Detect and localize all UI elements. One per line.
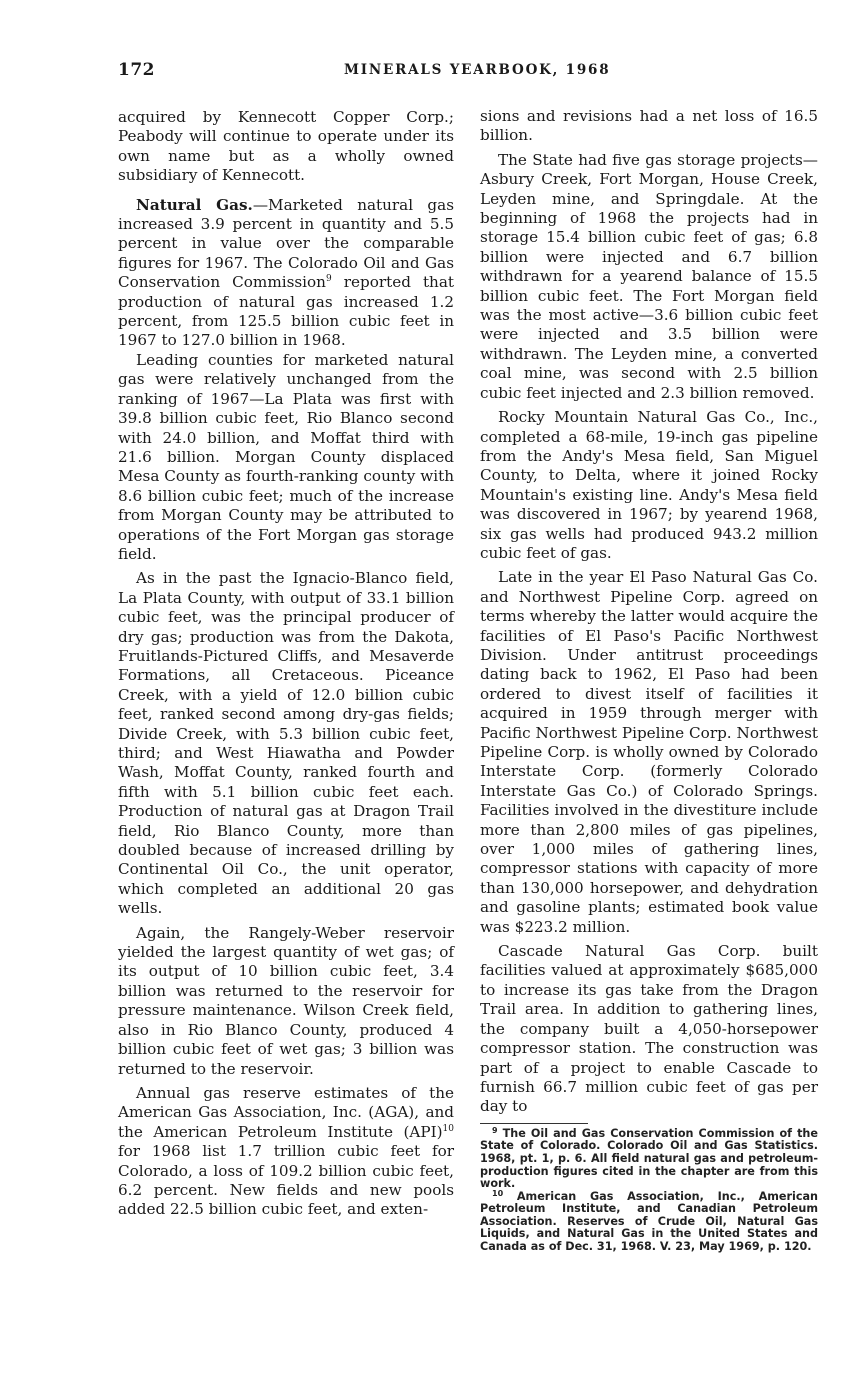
paragraph-text: —Marketed natural gas increased 3.9 percent in quantity and 5.5 percent in value over the comparable figures for 1967. The Colorado Oil and Gas Conservation Commission xyxy=(118,195,454,292)
paragraph: Late in the year El Paso Natural Gas Co. and Northwest Pipeline Corp. agreed on terms whereby the latter would acquire the facilities of El Paso's Pacific Northwest Division. Under antitrust proceedings dating back to 1962, El Paso had been ordered to divest itself of facilities it acquired in 1959 through merger with Pacific Northwest Pipeline Corp. Northwest Pipeline Corp. is wholly owned by Colorado Interstate Corp. (formerly Colorado Interstate Gas Co.) of Colorado Springs. Facilities involved in the divestiture include more than 2,800 miles of gas pipelines, over 1,000 miles of gathering lines, compressor stations with capacity of more than 130,000 horsepower, and dehydration and gasoline plants; estimated book value was $223.2 million. xyxy=(480,568,818,936)
footnotes xyxy=(480,1123,818,1254)
paragraph xyxy=(118,1084,454,1220)
footnote-ref-9: 9 xyxy=(325,274,332,285)
paragraph-natural-gas xyxy=(118,196,454,351)
paragraph: Rocky Mountain Natural Gas Co., Inc., completed a 68-mile, 19-inch gas pipeline from the Andy's Mesa field, San Miguel County, to Delta, where it joined Rocky Mountain's existing line. Andy's Mesa field was discovered in 1967; by yearend 1968, six gas wells had produced 943.2 million cubic feet of gas. xyxy=(480,408,818,562)
footnote-9 xyxy=(480,1125,818,1191)
left-column xyxy=(118,108,454,1220)
page-header xyxy=(118,60,818,84)
paragraph: The State had five gas storage projects—Asbury Creek, Fort Morgan, House Creek, Leyden mine, and Springdale. At the beginning of 1968 the projects had in storage 15.4 billion cubic feet of gas; 6.8 billion were injected and 6.7 billion withdrawn for a yearend balance of 15.5 billion cubic feet. The Fort Morgan field was the most active—3.6 billion cubic feet were injected and 3.5 billion were withdrawn. The Leyden mine, a converted coal mine, was second with 2.5 billion cubic feet injected and 2.3 billion removed. xyxy=(480,150,818,402)
paragraph-text: Annual gas reserve estimates of the American Gas Association, Inc. (AGA), and the American Petroleum Institute (API) xyxy=(118,1083,454,1141)
page-number: 172 xyxy=(118,60,155,80)
footnote-mark: 9 xyxy=(492,1125,498,1135)
paragraph: Again, the Rangely-Weber reservoir yielded the largest quantity of wet gas; of its output of 10 billion cubic feet, 3.4 billion was returned to the reservoir for pressure maintenance. Wilson Creek field, also in Rio Blanco County, produced 4 billion cubic feet of wet gas; 3 billion was returned to the reservoir. xyxy=(118,923,454,1078)
right-column xyxy=(480,107,818,1254)
footnote-text: The Oil and Gas Conservation Commission of the State of Colorado. Colorado Oil and Gas Statistics. 1968, pt. 1, p. 6. All field natural gas and petroleum-production figures cited in the chapter are from this work. xyxy=(480,1126,818,1191)
paragraph-text: for 1968 list 1.7 trillion cubic feet for Colorado, a loss of 109.2 billion cubic feet, 6.2 percent. New fields and new pools added 22.5 billion cubic feet, and exten- xyxy=(118,1142,454,1219)
footnote-10 xyxy=(480,1188,818,1254)
footnote-ref-10: 10 xyxy=(442,1123,454,1134)
paragraph: Leading counties for marketed natural gas were relatively unchanged from the ranking of 1967—La Plata was first with 39.8 billion cubic feet, Rio Blanco second with 24.0 billion, and Moffat third with 21.6 billion. Morgan County displaced Mesa County as fourth-ranking county with 8.6 billion cubic feet; much of the increase from Morgan County may be attributed to operations of the Fort Morgan gas storage field. xyxy=(118,350,454,563)
running-title: MINERALS YEARBOOK, 1968 xyxy=(344,62,611,78)
paragraph-text: reported that production of natural gas increased 1.2 percent, from 125.5 billion cubic feet in 1967 to 127.0 billion in 1968. xyxy=(118,273,454,350)
paragraph: acquired by Kennecott Copper Corp.; Peabody will continue to operate under its own name but as a wholly owned subsidiary of Kennecott. xyxy=(118,108,454,185)
paragraph: sions and revisions had a net loss of 16.5 billion. xyxy=(480,107,818,145)
footnote-mark: 10 xyxy=(492,1188,504,1198)
section-runin-heading: Natural Gas. xyxy=(136,195,253,214)
paragraph: As in the past the Ignacio-Blanco field, La Plata County, with output of 33.1 billion cubic feet, was the principal producer of dry gas; production was from the Dakota, Fruitlands-Pictured Cliffs, and Mesaverde Formations, all Cretaceous. Piceance Creek, with a yield of 12.0 billion cubic feet, ranked second among dry-gas fields; Divide Creek, with 5.3 billion cubic feet, third; and West Hiawatha and Powder Wash, Moffat County, ranked fourth and fifth with 5.1 billion cubic feet each. Production of natural gas at Dragon Trail field, Rio Blanco County, more than doubled because of increased drilling by Continental Oil Co., the unit operator, which completed an additional 20 gas wells. xyxy=(118,569,454,918)
footnote-text: American Gas Association, Inc., American Petroleum Institute, and Canadian Petroleum Association. Reserves of Crude Oil, Natural Gas Liquids, and Natural Gas in the United States and Canada as of Dec. 31, 1968. V. 23, May 1969, p. 120. xyxy=(480,1189,818,1254)
footnote-divider xyxy=(480,1123,588,1124)
paragraph: Cascade Natural Gas Corp. built facilities valued at approximately $685,000 to increase its gas take from the Dragon Trail area. In addition to gathering lines, the company built a 4,050-horsepower compressor station. The construction was part of a project to enable Cascade to furnish 66.7 million cubic feet of gas per day to xyxy=(480,942,818,1116)
